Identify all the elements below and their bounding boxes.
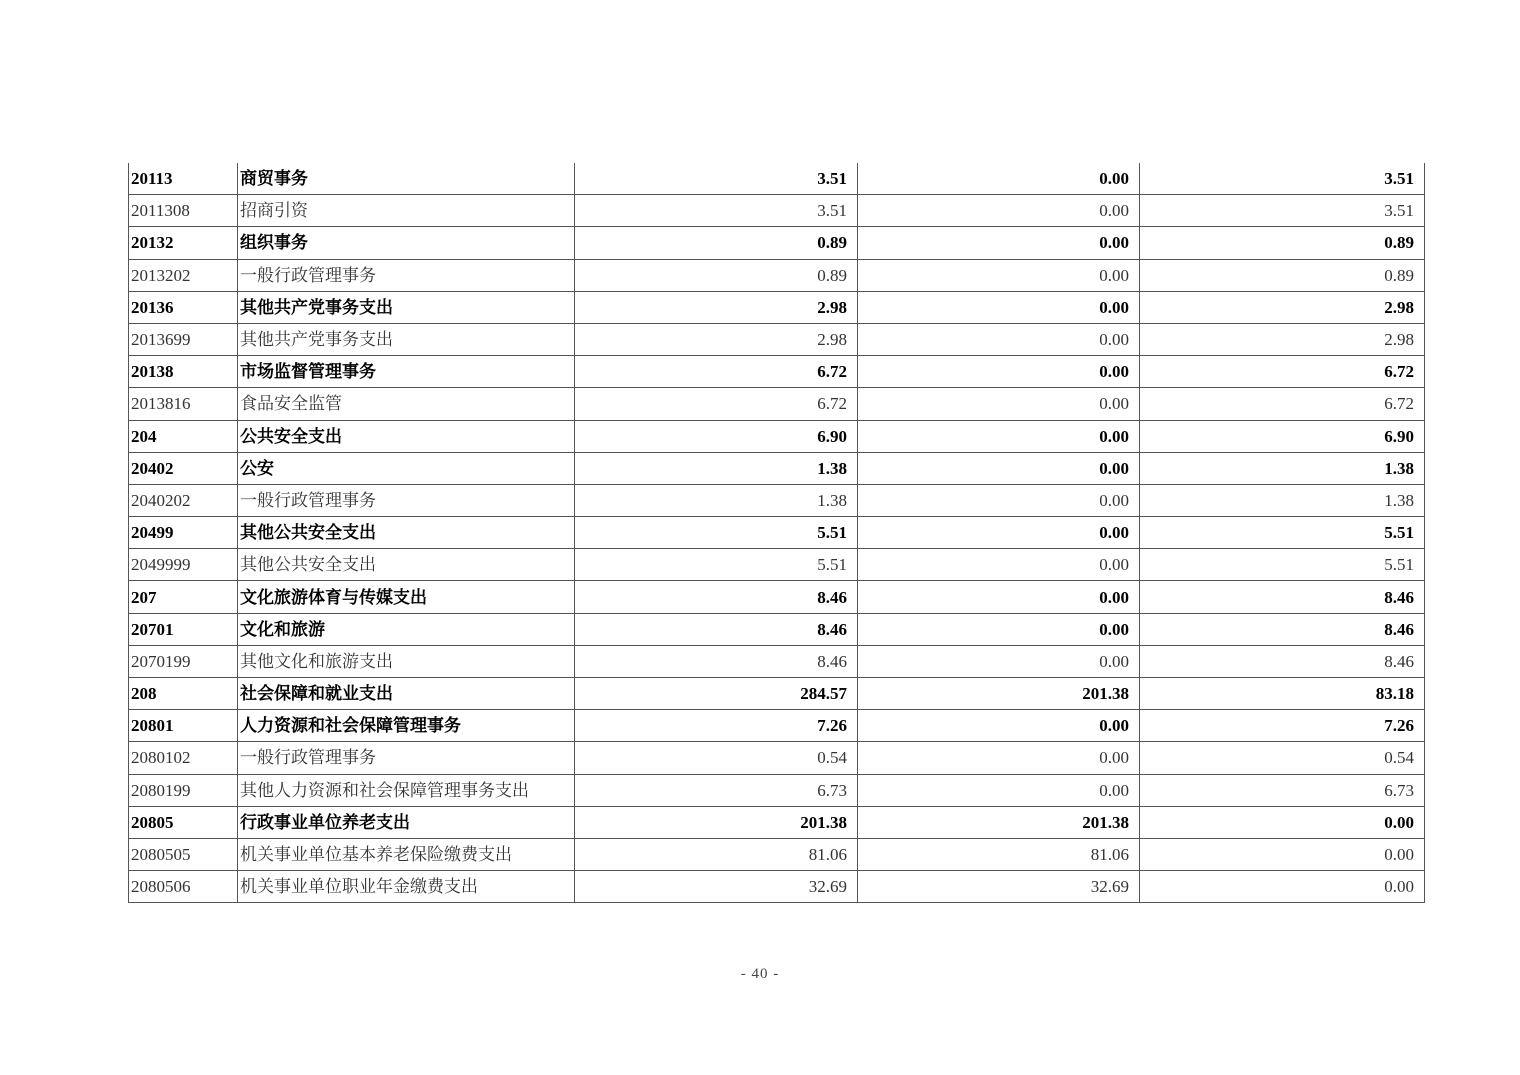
- cell-amount-3: 8.46: [1140, 581, 1425, 613]
- table-row: [129, 517, 1425, 549]
- cell-code: 20499: [129, 517, 238, 549]
- cell-code: 20132: [129, 227, 238, 259]
- cell-amount-1: 1.38: [575, 484, 858, 516]
- cell-amount-1: 0.89: [575, 227, 858, 259]
- cell-code: 20113: [129, 163, 238, 195]
- cell-amount-2: 0.00: [858, 195, 1140, 227]
- cell-amount-1: 6.73: [575, 774, 858, 806]
- table-row: [129, 774, 1425, 806]
- cell-code: 20801: [129, 710, 238, 742]
- cell-code: 2049999: [129, 549, 238, 581]
- table-row: [129, 613, 1425, 645]
- cell-amount-3: 6.73: [1140, 774, 1425, 806]
- cell-amount-2: 0.00: [858, 484, 1140, 516]
- cell-code: 2011308: [129, 195, 238, 227]
- cell-amount-3: 6.72: [1140, 356, 1425, 388]
- cell-amount-1: 6.90: [575, 420, 858, 452]
- cell-amount-3: 83.18: [1140, 678, 1425, 710]
- cell-amount-2: 0.00: [858, 259, 1140, 291]
- cell-name: 公共安全支出: [238, 420, 575, 452]
- table-row: [129, 710, 1425, 742]
- cell-amount-3: 6.72: [1140, 388, 1425, 420]
- cell-amount-3: 0.00: [1140, 806, 1425, 838]
- cell-amount-2: 0.00: [858, 356, 1140, 388]
- cell-amount-3: 0.89: [1140, 227, 1425, 259]
- table-row: [129, 871, 1425, 903]
- cell-name: 机关事业单位基本养老保险缴费支出: [238, 838, 575, 870]
- cell-code: 20701: [129, 613, 238, 645]
- cell-name: 市场监督管理事务: [238, 356, 575, 388]
- table-row: [129, 323, 1425, 355]
- page-number: - 40 -: [740, 966, 780, 982]
- cell-name: 行政事业单位养老支出: [238, 806, 575, 838]
- table-row: [129, 581, 1425, 613]
- cell-name: 食品安全监管: [238, 388, 575, 420]
- table-row: [129, 356, 1425, 388]
- cell-name: 其他共产党事务支出: [238, 291, 575, 323]
- cell-amount-1: 6.72: [575, 356, 858, 388]
- cell-name: 其他共产党事务支出: [238, 323, 575, 355]
- cell-amount-1: 8.46: [575, 645, 858, 677]
- cell-amount-3: 0.00: [1140, 871, 1425, 903]
- cell-amount-3: 1.38: [1140, 484, 1425, 516]
- cell-amount-2: 0.00: [858, 645, 1140, 677]
- cell-amount-1: 8.46: [575, 613, 858, 645]
- cell-amount-2: 0.00: [858, 549, 1140, 581]
- cell-amount-1: 2.98: [575, 323, 858, 355]
- cell-code: 2013202: [129, 259, 238, 291]
- cell-code: 2040202: [129, 484, 238, 516]
- cell-code: 2080199: [129, 774, 238, 806]
- cell-amount-1: 201.38: [575, 806, 858, 838]
- cell-name: 公安: [238, 452, 575, 484]
- cell-amount-2: 0.00: [858, 323, 1140, 355]
- cell-name: 其他公共安全支出: [238, 549, 575, 581]
- cell-amount-1: 5.51: [575, 517, 858, 549]
- cell-name: 招商引资: [238, 195, 575, 227]
- cell-code: 2013816: [129, 388, 238, 420]
- cell-code: 20138: [129, 356, 238, 388]
- cell-amount-2: 0.00: [858, 452, 1140, 484]
- cell-name: 商贸事务: [238, 163, 575, 195]
- cell-code: 20805: [129, 806, 238, 838]
- table-row: [129, 227, 1425, 259]
- table-row: [129, 484, 1425, 516]
- cell-amount-1: 0.54: [575, 742, 858, 774]
- cell-amount-3: 0.00: [1140, 838, 1425, 870]
- cell-code: 2080102: [129, 742, 238, 774]
- cell-amount-3: 3.51: [1140, 195, 1425, 227]
- cell-name: 其他文化和旅游支出: [238, 645, 575, 677]
- table-row: [129, 163, 1425, 195]
- budget-table-body: [129, 163, 1425, 903]
- cell-amount-3: 1.38: [1140, 452, 1425, 484]
- cell-amount-2: 32.69: [858, 871, 1140, 903]
- table-row: [129, 259, 1425, 291]
- table-row: [129, 678, 1425, 710]
- cell-amount-1: 2.98: [575, 291, 858, 323]
- table-row: [129, 806, 1425, 838]
- cell-amount-3: 2.98: [1140, 323, 1425, 355]
- cell-amount-2: 0.00: [858, 613, 1140, 645]
- cell-name: 社会保障和就业支出: [238, 678, 575, 710]
- cell-amount-2: 0.00: [858, 420, 1140, 452]
- cell-name: 一般行政管理事务: [238, 259, 575, 291]
- table-row: [129, 388, 1425, 420]
- cell-code: 2013699: [129, 323, 238, 355]
- cell-amount-2: 0.00: [858, 710, 1140, 742]
- cell-amount-3: 2.98: [1140, 291, 1425, 323]
- cell-amount-1: 0.89: [575, 259, 858, 291]
- cell-amount-1: 5.51: [575, 549, 858, 581]
- cell-amount-2: 0.00: [858, 388, 1140, 420]
- cell-amount-1: 1.38: [575, 452, 858, 484]
- cell-amount-2: 0.00: [858, 163, 1140, 195]
- cell-amount-2: 0.00: [858, 291, 1140, 323]
- cell-amount-3: 6.90: [1140, 420, 1425, 452]
- cell-amount-2: 201.38: [858, 678, 1140, 710]
- cell-name: 组织事务: [238, 227, 575, 259]
- table-row: [129, 549, 1425, 581]
- cell-amount-2: 81.06: [858, 838, 1140, 870]
- cell-amount-1: 3.51: [575, 195, 858, 227]
- cell-name: 其他公共安全支出: [238, 517, 575, 549]
- cell-code: 208: [129, 678, 238, 710]
- cell-code: 207: [129, 581, 238, 613]
- cell-amount-2: 0.00: [858, 742, 1140, 774]
- cell-amount-2: 0.00: [858, 227, 1140, 259]
- cell-name: 文化和旅游: [238, 613, 575, 645]
- cell-name: 一般行政管理事务: [238, 742, 575, 774]
- cell-amount-1: 32.69: [575, 871, 858, 903]
- cell-amount-1: 3.51: [575, 163, 858, 195]
- cell-amount-3: 5.51: [1140, 517, 1425, 549]
- cell-amount-1: 6.72: [575, 388, 858, 420]
- table-row: [129, 838, 1425, 870]
- table-row: [129, 420, 1425, 452]
- table-row: [129, 291, 1425, 323]
- table-row: [129, 452, 1425, 484]
- cell-amount-1: 8.46: [575, 581, 858, 613]
- cell-code: 2080506: [129, 871, 238, 903]
- cell-name: 人力资源和社会保障管理事务: [238, 710, 575, 742]
- cell-amount-2: 0.00: [858, 774, 1140, 806]
- cell-amount-3: 0.89: [1140, 259, 1425, 291]
- cell-amount-3: 7.26: [1140, 710, 1425, 742]
- cell-code: 20136: [129, 291, 238, 323]
- cell-amount-3: 8.46: [1140, 645, 1425, 677]
- cell-name: 机关事业单位职业年金缴费支出: [238, 871, 575, 903]
- cell-amount-3: 3.51: [1140, 163, 1425, 195]
- table-row: [129, 742, 1425, 774]
- cell-name: 其他人力资源和社会保障管理事务支出: [238, 774, 575, 806]
- cell-amount-1: 284.57: [575, 678, 858, 710]
- cell-amount-2: 0.00: [858, 581, 1140, 613]
- cell-amount-3: 8.46: [1140, 613, 1425, 645]
- table-row: [129, 645, 1425, 677]
- cell-code: 204: [129, 420, 238, 452]
- cell-amount-2: 201.38: [858, 806, 1140, 838]
- cell-code: 2080505: [129, 838, 238, 870]
- table-row: [129, 195, 1425, 227]
- cell-code: 2070199: [129, 645, 238, 677]
- cell-code: 20402: [129, 452, 238, 484]
- cell-amount-1: 81.06: [575, 838, 858, 870]
- cell-amount-2: 0.00: [858, 517, 1140, 549]
- cell-amount-1: 7.26: [575, 710, 858, 742]
- cell-amount-3: 0.54: [1140, 742, 1425, 774]
- cell-amount-3: 5.51: [1140, 549, 1425, 581]
- cell-name: 文化旅游体育与传媒支出: [238, 581, 575, 613]
- budget-table: [128, 163, 1425, 903]
- cell-name: 一般行政管理事务: [238, 484, 575, 516]
